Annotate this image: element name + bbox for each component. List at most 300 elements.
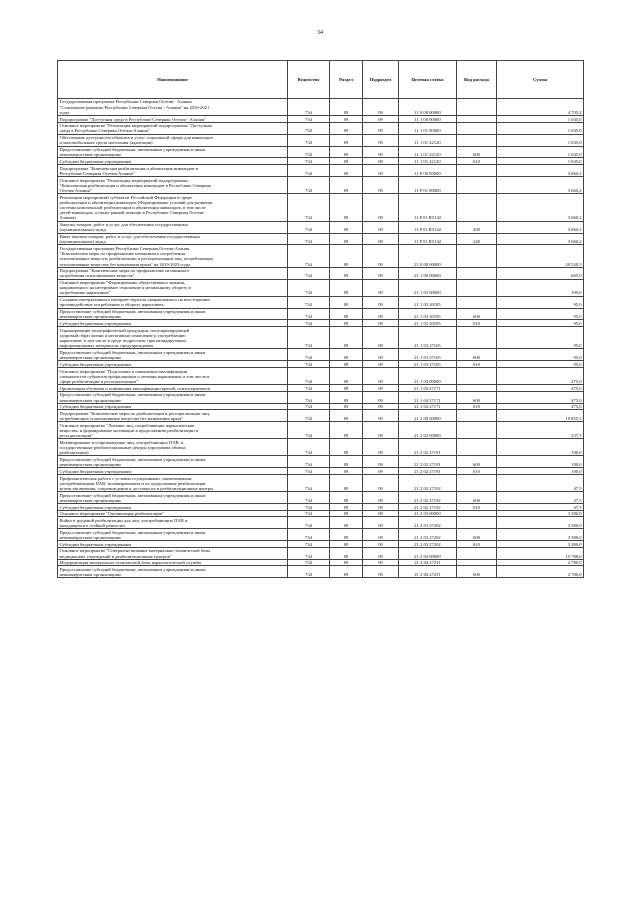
cell-section: 09 <box>330 177 363 194</box>
cell-expense-type: 600 <box>457 146 497 158</box>
cell-target-article: 11 1 01 22120 <box>399 146 457 158</box>
table-row <box>58 492 584 504</box>
cell-department: 734 <box>288 349 330 361</box>
cell-target-article: 21 2 02 00000 <box>399 422 457 439</box>
cell-subsection: 09 <box>363 245 399 267</box>
cell-expense-type <box>457 99 497 116</box>
cell-target-article: 21 1 03 20185 <box>399 320 457 327</box>
cell-amount: 665,0 <box>497 267 584 279</box>
cell-section: 09 <box>330 529 363 541</box>
cell-amount: 47,5 <box>497 475 584 492</box>
cell-department: 734 <box>288 308 330 320</box>
cell-section: 09 <box>330 391 363 403</box>
cell-section: 09 <box>330 158 363 165</box>
table-row <box>58 349 584 361</box>
cell-section: 09 <box>330 349 363 361</box>
cell-expense-type <box>457 194 497 222</box>
table-row <box>58 134 584 146</box>
cell-amount: 3 380,0 <box>497 529 584 541</box>
cell-department: 734 <box>288 158 330 165</box>
cell-subsection: 09 <box>363 468 399 475</box>
cell-target-article: 11 0 00 00000 <box>399 99 457 116</box>
cell-name: Предоставление субсидий бюджетным, автономным учреждениям и иным некоммерческим организациям <box>58 308 288 320</box>
cell-section: 09 <box>330 146 363 158</box>
cell-department: 734 <box>288 391 330 403</box>
cell-subsection: 09 <box>363 308 399 320</box>
cell-target-article: 21 1 04 27171 <box>399 391 457 403</box>
cell-subsection: 09 <box>363 403 399 410</box>
cell-expense-type: 600 <box>457 349 497 361</box>
table-row <box>58 566 584 578</box>
cell-name: Тиражирование полиграфической продукции, популяризирующей здоровый образ жизни и негативное отношение к употреблению наркотиков, в том числе в среде подростков, пропагандирующих информационных материалов, предупреждения <box>58 327 288 349</box>
cell-name: Государственная программа Республики Северная Осетия - Алания "Социальное развитие Республики Северная Осетия - Алания" на 2016-2021 годы <box>58 99 288 116</box>
cell-expense-type <box>457 475 497 492</box>
cell-name: Подпрограмма "Доступная среда в Республике Северная Осетия - Алания" <box>58 116 288 123</box>
cell-name: Подпрограмма "Комплексные меры по реабилитации и ресоциализации лиц, потребляющих психоактивные вещества без назначения врача" <box>58 410 288 422</box>
header-amount: Сумма <box>497 61 584 99</box>
cell-department: 734 <box>288 233 330 245</box>
cell-amount: 3 380,0 <box>497 517 584 529</box>
cell-subsection: 09 <box>363 385 399 392</box>
table-row <box>58 320 584 327</box>
cell-subsection: 09 <box>363 566 399 578</box>
cell-name: Предоставление субсидий бюджетным, автономным учреждениям и иным некоммерческим организациям <box>58 349 288 361</box>
cell-expense-type: 610 <box>457 504 497 511</box>
table-row <box>58 439 584 456</box>
cell-name: Реализация мероприятий субъектов Российской Федерации в сфере реабилитации и абилитации инвалидов (Формирование условий для развития системы комплексной реабилитации и абилитации инвалидов, в том числе детей-инвалидов, а также ранней помощи в Республике Северная Осетия- Алания) <box>58 194 288 222</box>
cell-expense-type: 610 <box>457 158 497 165</box>
cell-amount: 190,0 <box>497 279 584 296</box>
cell-subsection: 09 <box>363 368 399 385</box>
cell-target-article: 21 2 02 27192 <box>399 504 457 511</box>
cell-section: 09 <box>330 475 363 492</box>
cell-subsection: 09 <box>363 547 399 559</box>
cell-department: 734 <box>288 456 330 468</box>
cell-name: Организация обучения и повышения квалификации врачей, психотерапевтов <box>58 385 288 392</box>
cell-target-article: 21 2 02 27192 <box>399 492 457 504</box>
table-row <box>58 368 584 385</box>
cell-amount: 1 045,0 <box>497 122 584 134</box>
cell-amount: 2 780,0 <box>497 566 584 578</box>
cell-expense-type <box>457 116 497 123</box>
cell-section: 09 <box>330 122 363 134</box>
cell-subsection: 09 <box>363 529 399 541</box>
cell-department: 734 <box>288 320 330 327</box>
cell-section: 09 <box>330 327 363 349</box>
table-header-row <box>58 61 584 99</box>
cell-department: 734 <box>288 566 330 578</box>
cell-department: 734 <box>288 361 330 368</box>
cell-amount: 3 660,2 <box>497 177 584 194</box>
header-target-article: Целевая статья <box>399 61 457 99</box>
table-row <box>58 146 584 158</box>
cell-subsection: 09 <box>363 504 399 511</box>
table-row <box>58 547 584 559</box>
cell-expense-type: 200 <box>457 221 497 233</box>
table-row <box>58 403 584 410</box>
cell-section: 09 <box>330 279 363 296</box>
cell-expense-type <box>457 279 497 296</box>
cell-target-article: 21 2 03 00000 <box>399 510 457 517</box>
cell-department: 734 <box>288 422 330 439</box>
table-row <box>58 122 584 134</box>
cell-department: 734 <box>288 122 330 134</box>
cell-subsection: 09 <box>363 349 399 361</box>
cell-name: Закупка товаров, работ и услуг для обеспечения государственных (муниципальных) нужд <box>58 221 288 233</box>
cell-subsection: 09 <box>363 158 399 165</box>
cell-department: 734 <box>288 245 330 267</box>
table-row <box>58 361 584 368</box>
table-row <box>58 327 584 349</box>
cell-section: 09 <box>330 194 363 222</box>
cell-amount: 20 520,3 <box>497 245 584 267</box>
cell-department: 734 <box>288 296 330 308</box>
cell-name: Предоставление субсидий бюджетным, автономным учреждениям и иным некоммерческим организациям <box>58 391 288 403</box>
cell-section: 09 <box>330 403 363 410</box>
cell-expense-type <box>457 559 497 566</box>
cell-subsection: 09 <box>363 320 399 327</box>
cell-expense-type <box>457 134 497 146</box>
cell-name: Основное мероприятие "Совершенствование материально-технической базы медицинских учреждений и реабилитационных центров" <box>58 547 288 559</box>
cell-target-article: 21 1 04 27171 <box>399 403 457 410</box>
cell-target-article: 21 1 03 27165 <box>399 349 457 361</box>
cell-department: 734 <box>288 492 330 504</box>
cell-department: 734 <box>288 177 330 194</box>
cell-target-article: 11 P 01 00000 <box>399 177 457 194</box>
cell-department: 734 <box>288 368 330 385</box>
cell-expense-type <box>457 245 497 267</box>
table-row <box>58 177 584 194</box>
header-expense-type: Вид расхода <box>457 61 497 99</box>
cell-expense-type <box>457 439 497 456</box>
cell-subsection: 09 <box>363 165 399 177</box>
cell-amount: 95,0 <box>497 327 584 349</box>
table-row <box>58 158 584 165</box>
cell-section: 09 <box>330 559 363 566</box>
table-row <box>58 245 584 267</box>
cell-section: 09 <box>330 439 363 456</box>
cell-amount: 3 660,2 <box>497 194 584 222</box>
cell-subsection: 09 <box>363 177 399 194</box>
table-row <box>58 385 584 392</box>
cell-target-article: 21 2 03 27202 <box>399 541 457 548</box>
cell-target-article: 21 1 03 20185 <box>399 308 457 320</box>
header-section: Раздел <box>330 61 363 99</box>
table-row <box>58 99 584 116</box>
cell-target-article: 11 1 01 22120 <box>399 158 457 165</box>
table-row <box>58 529 584 541</box>
cell-target-article: 21 1 03 27165 <box>399 361 457 368</box>
table-row <box>58 279 584 296</box>
cell-subsection: 09 <box>363 194 399 222</box>
cell-target-article: 11 1 01 22120 <box>399 134 457 146</box>
cell-expense-type: 600 <box>457 456 497 468</box>
cell-subsection: 09 <box>363 475 399 492</box>
cell-target-article: 21 2 04 27211 <box>399 559 457 566</box>
cell-department: 734 <box>288 475 330 492</box>
table-row <box>58 116 584 123</box>
cell-expense-type <box>457 547 497 559</box>
table-row <box>58 233 584 245</box>
cell-section: 09 <box>330 410 363 422</box>
cell-target-article: 11 P 01 R5142 <box>399 221 457 233</box>
cell-name: Субсидии бюджетным учреждениям <box>58 158 288 165</box>
cell-expense-type <box>457 517 497 529</box>
cell-target-article: 11 P 01 R5142 <box>399 194 457 222</box>
cell-amount: 15 788,0 <box>497 547 584 559</box>
cell-section: 09 <box>330 504 363 511</box>
cell-target-article: 21 1 03 00000 <box>399 279 457 296</box>
cell-subsection: 09 <box>363 327 399 349</box>
cell-department: 734 <box>288 267 330 279</box>
cell-amount: 1 045,0 <box>497 116 584 123</box>
cell-name: Модернизация материально-технической базы наркологической службы <box>58 559 288 566</box>
cell-subsection: 09 <box>363 221 399 233</box>
table-row <box>58 391 584 403</box>
cell-subsection: 09 <box>363 99 399 116</box>
cell-name: Основное мероприятие "Подготовка и повышение квалификации специалистов субъектов профилактики и лечения наркомании, в том числе в сфере реабилитации и ресоциализации" <box>58 368 288 385</box>
cell-expense-type: 610 <box>457 468 497 475</box>
cell-target-article: 21 2 00 00000 <box>399 410 457 422</box>
cell-department: 734 <box>288 146 330 158</box>
cell-expense-type: 600 <box>457 566 497 578</box>
cell-section: 09 <box>330 116 363 123</box>
cell-amount: 3 660,2 <box>497 165 584 177</box>
table-row <box>58 410 584 422</box>
cell-name: Койки в трудовой реабилитации для лиц, употребляющих ПАВ и находящихся в стойкой ремиссии <box>58 517 288 529</box>
cell-expense-type: 600 <box>457 308 497 320</box>
page-number: 34 <box>317 30 323 36</box>
cell-target-article: 21 2 02 27191 <box>399 439 457 456</box>
cell-expense-type: 610 <box>457 541 497 548</box>
cell-department: 734 <box>288 116 330 123</box>
cell-amount: 95,0 <box>497 308 584 320</box>
cell-amount: 95,0 <box>497 361 584 368</box>
cell-department: 734 <box>288 194 330 222</box>
cell-target-article: 11 P 01 R5142 <box>399 233 457 245</box>
cell-target-article: 11 1 00 00000 <box>399 116 457 123</box>
cell-expense-type: 600 <box>457 391 497 403</box>
cell-target-article: 21 1 00 00000 <box>399 267 457 279</box>
cell-amount: 2 780,0 <box>497 559 584 566</box>
cell-subsection: 09 <box>363 146 399 158</box>
cell-amount: 95,0 <box>497 320 584 327</box>
table-row <box>58 541 584 548</box>
cell-name: Предоставление субсидий бюджетным, автономным учреждениям и иным некоммерческим организациям <box>58 146 288 158</box>
table-row <box>58 559 584 566</box>
cell-section: 09 <box>330 320 363 327</box>
cell-name: Субсидии бюджетным учреждениям <box>58 504 288 511</box>
cell-department: 734 <box>288 439 330 456</box>
cell-name: Профилактическая работа с условно осужденными, заключенными, употребляющими ПАВ, мотивированием и их продолжение реабилитации всеми заключения, сопровождения и доставка их в реабилитационные центры <box>58 475 288 492</box>
cell-section: 09 <box>330 517 363 529</box>
cell-amount: 4 705,2 <box>497 99 584 116</box>
cell-amount: 3 380,0 <box>497 510 584 517</box>
cell-section: 09 <box>330 233 363 245</box>
cell-name: Предоставление субсидий бюджетным, автономным учреждениям и иным некоммерческим организациям <box>58 456 288 468</box>
cell-name: Основное мероприятие "Реализация мероприятий подпрограммы "Комплексная реабилитация и абилитация инвалидов в Республике Северная Осетия-Алания" <box>58 177 288 194</box>
cell-expense-type <box>457 510 497 517</box>
cell-subsection: 09 <box>363 116 399 123</box>
cell-section: 09 <box>330 267 363 279</box>
cell-target-article: 21 1 03 27165 <box>399 327 457 349</box>
table-row <box>58 475 584 492</box>
cell-section: 09 <box>330 165 363 177</box>
cell-amount: 19 855,3 <box>497 410 584 422</box>
cell-amount: 3 660,2 <box>497 221 584 233</box>
cell-department: 734 <box>288 279 330 296</box>
cell-name: Основное мероприятие "Лечение лиц, потребляющих наркотические вещества, и формирование мотивации к продолжению реабилитации и ресоциализации" <box>58 422 288 439</box>
header-name: Наименование <box>58 61 288 99</box>
cell-amount: 3 380,0 <box>497 541 584 548</box>
cell-section: 09 <box>330 99 363 116</box>
cell-section: 09 <box>330 296 363 308</box>
cell-section: 09 <box>330 422 363 439</box>
cell-department: 734 <box>288 529 330 541</box>
cell-expense-type <box>457 327 497 349</box>
cell-target-article: 21 2 03 27202 <box>399 529 457 541</box>
cell-subsection: 09 <box>363 233 399 245</box>
cell-department: 734 <box>288 541 330 548</box>
cell-section: 09 <box>330 134 363 146</box>
cell-subsection: 09 <box>363 456 399 468</box>
cell-name: Субсидии бюджетным учреждениям <box>58 468 288 475</box>
cell-target-article: 21 0 00 00000 <box>399 245 457 267</box>
cell-expense-type: 240 <box>457 233 497 245</box>
table-row <box>58 308 584 320</box>
cell-section: 09 <box>330 361 363 368</box>
cell-department: 734 <box>288 134 330 146</box>
cell-name: Обеспечение доступности объектов и услуг социальной сферы для инвалидов и маломобильных групп населения (адаптация) <box>58 134 288 146</box>
cell-name: Субсидии бюджетным учреждениям <box>58 320 288 327</box>
table-row <box>58 194 584 222</box>
table-body <box>58 99 584 578</box>
cell-subsection: 09 <box>363 391 399 403</box>
cell-name: Создание интерактивного интернет-портала, направленного на всестороннее противодействие потреблению и обороту наркотиков <box>58 296 288 308</box>
cell-section: 09 <box>330 547 363 559</box>
cell-expense-type <box>457 177 497 194</box>
cell-subsection: 09 <box>363 541 399 548</box>
table-row <box>58 221 584 233</box>
cell-name: Подпрограмма "Комплексные меры по профилактике незаконного потребления психоактивных веществ" <box>58 267 288 279</box>
cell-department: 734 <box>288 327 330 349</box>
cell-target-article: 11 1 01 00000 <box>399 122 457 134</box>
cell-amount: 190,0 <box>497 468 584 475</box>
cell-name: Субсидии бюджетным учреждениям <box>58 541 288 548</box>
cell-target-article: 21 2 04 00000 <box>399 547 457 559</box>
cell-name: Мотивирование и сопровождение лиц, употребляющих ПАВ, в государственные реабилитационные центры (программа обмена реабилитации) <box>58 439 288 456</box>
cell-department: 734 <box>288 517 330 529</box>
cell-section: 09 <box>330 245 363 267</box>
cell-section: 09 <box>330 368 363 385</box>
cell-expense-type <box>457 410 497 422</box>
cell-subsection: 09 <box>363 296 399 308</box>
cell-subsection: 09 <box>363 492 399 504</box>
cell-amount: 3 660,2 <box>497 233 584 245</box>
cell-expense-type <box>457 267 497 279</box>
cell-amount: 47,5 <box>497 492 584 504</box>
cell-subsection: 09 <box>363 517 399 529</box>
table-row <box>58 165 584 177</box>
cell-department: 734 <box>288 165 330 177</box>
cell-name: Подпрограмма "Комплексная реабилитация и абилитация инвалидов в Республике Северная Осетия-Алания" <box>58 165 288 177</box>
cell-amount: 190,0 <box>497 439 584 456</box>
cell-target-article: 21 2 04 27211 <box>399 566 457 578</box>
cell-expense-type <box>457 368 497 385</box>
cell-department: 734 <box>288 99 330 116</box>
cell-expense-type <box>457 165 497 177</box>
header-department: Ведомство <box>288 61 330 99</box>
cell-expense-type <box>457 385 497 392</box>
cell-target-article: 21 1 04 00000 <box>399 368 457 385</box>
cell-amount: 47,5 <box>497 504 584 511</box>
cell-section: 09 <box>330 221 363 233</box>
cell-name: Субсидии бюджетным учреждениям <box>58 361 288 368</box>
cell-subsection: 09 <box>363 122 399 134</box>
table-row <box>58 422 584 439</box>
cell-name: Субсидии бюджетным учреждениям <box>58 403 288 410</box>
cell-amount: 237,5 <box>497 422 584 439</box>
table-row <box>58 510 584 517</box>
table-row <box>58 468 584 475</box>
cell-expense-type: 610 <box>457 403 497 410</box>
cell-name: Предоставление субсидий бюджетным, автономным учреждениям и иным некоммерческим организациям <box>58 566 288 578</box>
cell-target-article: 21 2 02 27192 <box>399 475 457 492</box>
cell-amount: 475,0 <box>497 368 584 385</box>
cell-department: 734 <box>288 410 330 422</box>
cell-amount: 1 045,0 <box>497 134 584 146</box>
cell-subsection: 09 <box>363 559 399 566</box>
table-row <box>58 517 584 529</box>
cell-subsection: 09 <box>363 439 399 456</box>
cell-amount: 95,0 <box>497 349 584 361</box>
cell-subsection: 09 <box>363 279 399 296</box>
cell-section: 09 <box>330 566 363 578</box>
cell-expense-type <box>457 122 497 134</box>
cell-section: 09 <box>330 510 363 517</box>
cell-subsection: 09 <box>363 267 399 279</box>
cell-target-article: 11 P 00 00000 <box>399 165 457 177</box>
cell-subsection: 09 <box>363 510 399 517</box>
cell-name: Основное мероприятие "Формирование общественного мнения, направленного на нетерпимое отношение к незаконному обороту и потреблению наркотиков" <box>58 279 288 296</box>
cell-department: 734 <box>288 221 330 233</box>
cell-target-article: 21 2 02 27191 <box>399 456 457 468</box>
cell-subsection: 09 <box>363 361 399 368</box>
cell-section: 09 <box>330 492 363 504</box>
table-row <box>58 504 584 511</box>
cell-expense-type <box>457 422 497 439</box>
cell-section: 09 <box>330 541 363 548</box>
cell-expense-type: 600 <box>457 529 497 541</box>
cell-name: Предоставление субсидий бюджетным, автономным учреждениям и иным некоммерческим организациям <box>58 492 288 504</box>
cell-amount: 475,0 <box>497 403 584 410</box>
cell-department: 734 <box>288 385 330 392</box>
cell-subsection: 09 <box>363 134 399 146</box>
table-row <box>58 296 584 308</box>
cell-department: 734 <box>288 403 330 410</box>
cell-amount: 95,0 <box>497 296 584 308</box>
cell-expense-type: 610 <box>457 320 497 327</box>
cell-department: 734 <box>288 468 330 475</box>
cell-amount: 190,0 <box>497 456 584 468</box>
cell-section: 09 <box>330 385 363 392</box>
cell-name: Предоставление субсидий бюджетным, автономным учреждениям и иным некоммерческим организациям <box>58 529 288 541</box>
cell-expense-type: 610 <box>457 361 497 368</box>
cell-subsection: 09 <box>363 410 399 422</box>
cell-amount: 475,0 <box>497 391 584 403</box>
cell-section: 09 <box>330 308 363 320</box>
cell-target-article: 21 1 04 27171 <box>399 385 457 392</box>
